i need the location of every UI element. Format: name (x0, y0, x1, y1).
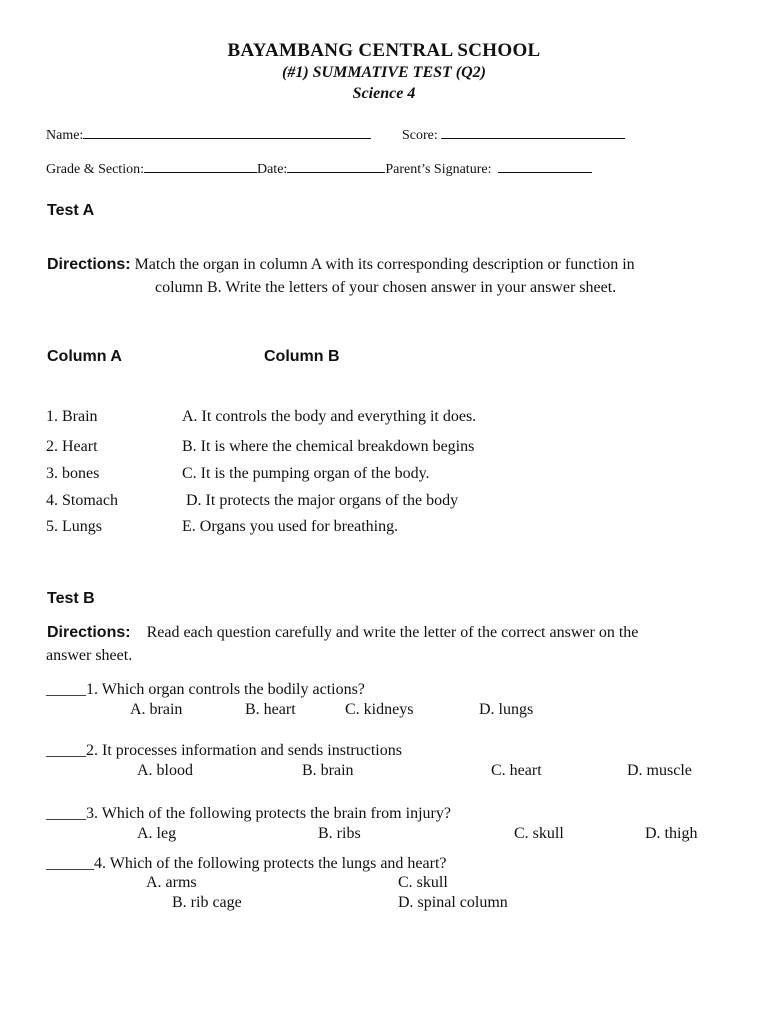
date-line (287, 159, 385, 173)
test-b-directions-line1: Read each question carefully and write the letter of the correct answer on the (146, 624, 639, 641)
question-2: _____2. It processes information and sends instructions (46, 742, 402, 759)
q4-choice-a[interactable]: A. arms (146, 874, 197, 891)
question-1: _____1. Which organ controls the bodily actions? (46, 681, 365, 698)
name-field[interactable] (46, 125, 371, 144)
column-a-item: 3. bones (46, 465, 100, 482)
test-a-directions-label: Directions: (47, 256, 131, 273)
q2-choice-a[interactable]: A. blood (137, 762, 193, 779)
test-a-heading: Test A (47, 202, 95, 219)
column-b-item: D. It protects the major organs of the body (186, 492, 459, 509)
column-a-item: 5. Lungs (46, 518, 102, 535)
q3-choice-a[interactable]: A. leg (137, 825, 177, 842)
question-4: ______4. Which of the following protects the lungs and heart? (46, 855, 447, 872)
score-line (441, 125, 625, 139)
column-b-item: C. It is the pumping organ of the body. (182, 465, 430, 482)
q4-choice-c[interactable]: C. skull (398, 874, 448, 891)
test-a-directions-line1: Match the organ in column A with its corresponding description or function in (134, 256, 635, 273)
q2-choice-b[interactable]: B. brain (302, 762, 354, 779)
column-b-item: A. It controls the body and everything it does. (182, 408, 477, 425)
column-b-item: E. Organs you used for breathing. (182, 518, 399, 535)
column-a-heading: Column A (47, 348, 122, 365)
q4-choice-b[interactable]: B. rib cage (172, 894, 242, 911)
parent-signature-line (498, 159, 592, 173)
q1-choice-c[interactable]: C. kidneys (345, 701, 414, 718)
parent-signature-label: Parent’s Signature: (385, 162, 492, 177)
column-a-item: 4. Stomach (46, 492, 118, 509)
q3-choice-d[interactable]: D. thigh (645, 825, 698, 842)
score-label: Score: (402, 128, 438, 143)
q1-choice-a[interactable]: A. brain (130, 701, 183, 718)
name-label: Name: (46, 128, 84, 143)
q3-choice-c[interactable]: C. skull (514, 825, 564, 842)
test-title: (#1) SUMMATIVE TEST (Q2) (281, 64, 487, 81)
name-line (83, 125, 371, 139)
q2-choice-c[interactable]: C. heart (491, 762, 542, 779)
test-a-directions-line2: column B. Write the letters of your chosen answer in your answer sheet. (155, 279, 617, 296)
grade-section-line (144, 159, 257, 173)
q4-choice-d[interactable]: D. spinal column (398, 894, 508, 911)
test-b-directions-line2: answer sheet. (46, 647, 133, 664)
q1-choice-b[interactable]: B. heart (245, 701, 296, 718)
test-a-directions (47, 256, 635, 274)
q1-choice-d[interactable]: D. lungs (479, 701, 534, 718)
school-name: BAYAMBANG CENTRAL SCHOOL (227, 40, 541, 61)
grade-section-label: Grade & Section: (46, 162, 144, 177)
q3-choice-b[interactable]: B. ribs (318, 825, 361, 842)
test-b-directions-label: Directions: (47, 624, 131, 641)
grade-section-field[interactable] (46, 159, 592, 178)
score-field[interactable] (402, 125, 625, 144)
q2-choice-d[interactable]: D. muscle (627, 762, 692, 779)
column-a-item: 2. Heart (46, 438, 98, 455)
question-3: _____3. Which of the following protects the brain from injury? (46, 805, 451, 822)
test-b-directions (47, 624, 638, 642)
subject-title: Science 4 (352, 85, 416, 102)
column-a-item: 1. Brain (46, 408, 98, 425)
date-label: Date: (256, 162, 288, 177)
column-b-heading: Column B (264, 348, 340, 365)
test-b-heading: Test B (47, 590, 95, 607)
column-b-item: B. It is where the chemical breakdown begins (182, 438, 475, 455)
